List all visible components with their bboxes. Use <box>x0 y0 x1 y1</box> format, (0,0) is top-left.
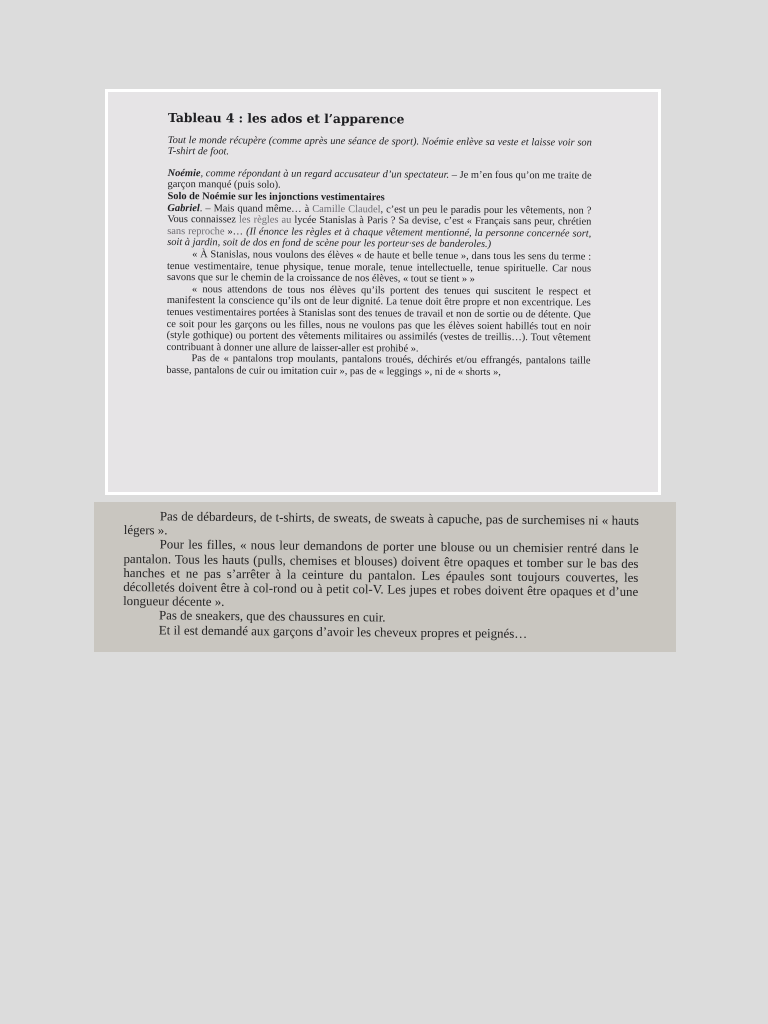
paragraph: Pas de débardeurs, de t-shirts, de sweats, de sweats à capuche, pas de surchemises ni « hauts légers ». <box>123 509 639 538</box>
faded-text: sans reproche <box>167 225 225 238</box>
page-2-text <box>123 509 639 642</box>
section-title: Tableau 4 : les ados et l’apparence <box>167 110 405 127</box>
speaker-name: Gabriel <box>167 202 200 214</box>
stage-direction: (Il énonce les règles et à chaque vêtement mentionné, la personne concernée sort, soit à jardin, soit de dos en fond de scène pour les porteur·ses de banderoles.) <box>167 226 592 251</box>
speech-text: . – Mais quand même… à <box>199 202 313 215</box>
speaker-name: Noémie <box>167 167 201 179</box>
gabriel-speech <box>167 203 591 252</box>
paragraph: « À Stanislas, nous voulons des élèves « de haute et belle tenue », dans tous les sens du terme : tenue vestimentaire, tenue physique, tenue morale, tenue intellectuelle, tenue spirituelle. Car nous savons que sur le chemin de la croissance de nos élèves, « tout se tient » » <box>166 249 592 286</box>
paragraph: Pas de « pantalons trop moulants, pantalons troués, déchirés et/ou effrangés, pantalons taille basse, pantalons de cuir ou imitation cuir », pas de « leggings », ni de « shorts », <box>166 353 591 378</box>
speech-text: »… <box>224 226 247 238</box>
paragraph: Pas de sneakers, que des chaussures en cuir. <box>158 608 386 625</box>
paragraph: Et il est demandé aux garçons d’avoir les cheveux propres et peignés… <box>158 622 528 641</box>
faded-text: les règles au <box>239 214 292 226</box>
speech-text: lycée Stanislas à Paris ? Sa devise, c’est « Français sans peur, chrétien <box>291 214 592 228</box>
page-photo-1 <box>105 89 661 495</box>
speech-text: , c’est un peu le paradis pour les vêtements, non ? Vous connaissez <box>167 203 592 226</box>
noemie-speech <box>168 168 592 194</box>
paragraph: Pour les filles, « nous leur demandons de porter une blouse ou un chemisier rentré dans le pantalon. Tous les hauts (pulls, chemises et blouses) doivent être opaques et tomber sur le bas des hanches et ne pas s’arrêter à la ceinture du pantalon. Les épaules sont toujours couvertes, les décolletés doivent être à col-rond ou à petit col-V. Les jupes et robes doivent être opaques et d’une longueur décente ». <box>123 537 639 610</box>
page-1-text <box>166 112 592 379</box>
stage-direction: Tout le monde récupère (comme après une séance de sport). Noémie enlève sa veste et laisse voir son T-shirt de foot. <box>167 134 592 158</box>
page-photo-2 <box>94 502 676 652</box>
speaker-direction: , comme répondant à un regard accusateur d’un spectateur. <box>200 167 450 181</box>
paragraph: « nous attendons de tous nos élèves qu’ils portent des tenues qui suscitent le respect et manifestent la conscience qu’ils ont de leur dignité. La tenue doit être propre et non excentrique. Les tenues vestimentaires portées à Stanislas sont des tenues de travail et non de sortie ou de détente. Que ce soit pour les garçons ou les filles, nous ne voulons pas que les élèves soient habillés tout en noir (style gothique) ou portent des vêtements militaires ou assimilés (vestes de treillis…). Tout vêtement contribuant à donner une allure de laisser-aller est prohibé ». <box>166 283 591 355</box>
speech-text: – Je m’en fous qu’on me traite de garçon manqué (puis solo). <box>167 169 592 192</box>
subsection-heading: Solo de Noémie sur les injonctions vestimentaires <box>167 190 385 204</box>
faded-text: Camille Claudel <box>312 203 381 215</box>
